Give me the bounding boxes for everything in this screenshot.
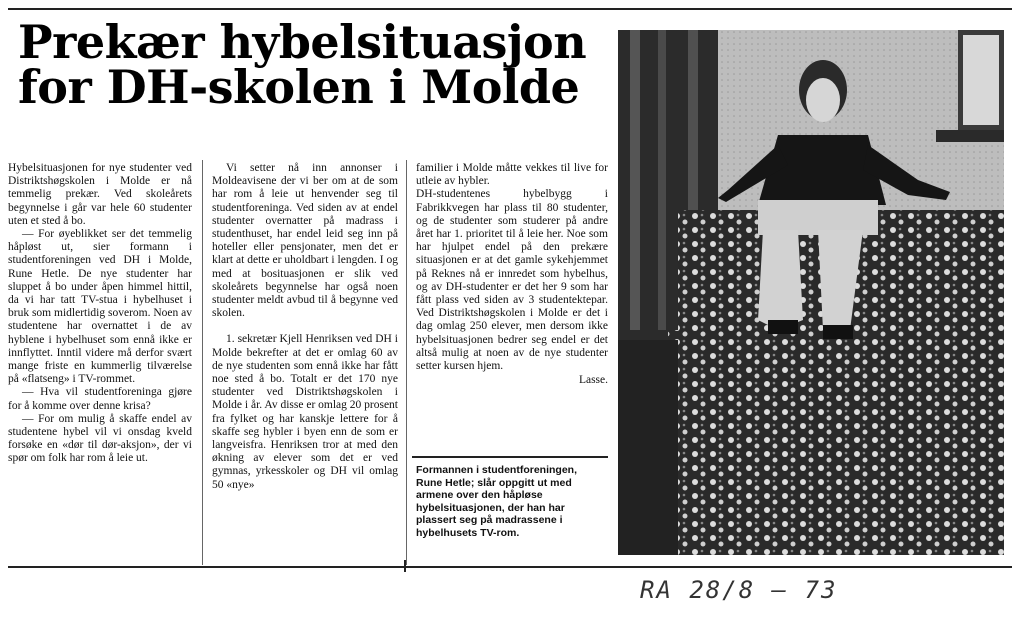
- bottom-rule: [8, 566, 1012, 568]
- paragraph: DH-studentenes hybelbygg i Fabrikkvegen har plass til 80 studenter, og de studenter som studerer på andre året har 1. prioritet til å leie her. Noe som har hjulpet endel på den prekære situasjonen er at det gamle sykehjemmet på Reknes nå er innredet som hybelhus, og av DH-studenter er det her 9 som har fått plass ved siden av 3 studentektepar. Ved Distriktshøgskolen i Molde er det i dag omlag 250 elever, men dersom ikke hybelsituasjonen bedrer seg endel er det altså mulig at noen av de nye studenter setter kursen hjem.: [416, 188, 608, 373]
- paragraph: — For om mulig å skaffe endel av studentene hybel vil vi onsdag kveld forsøke en «dør til dør-aksjon», der vi spør om folk har rom å leie ut.: [8, 412, 192, 465]
- photo-illustration: [618, 30, 1004, 555]
- handwritten-date-note: RA 28/8 – 73: [640, 576, 838, 604]
- top-rule: [8, 8, 1012, 10]
- paragraph: — Hva vil studentforeninga gjøre for å komme over denne krisa?: [8, 386, 192, 412]
- article-column-3: [416, 162, 608, 387]
- article-column-1: [8, 162, 192, 466]
- paragraph: familier i Molde måtte vekkes til live for utleie av hybler.: [416, 162, 608, 188]
- article-column-2: [212, 162, 398, 492]
- headline: [18, 15, 618, 114]
- headline-line-1: Prekær hybelsituasjon: [18, 15, 587, 69]
- paragraph: — For øyeblikket ser det temmelig håpløst ut, sier formann i studentforeningen ved DH i Molde, Rune Hetle. De nye studenter har sluppet å bo under åpen himmel hittil, da vi har tatt TV-stua i hybelhuset i bruk som midlertidig soverom. Noen av studentene har overnattet i de av hyblene i hybelhuset som ennå ikke er innflyttet. Inntil videre må derfor svært mange friste en kummerlig tilværelse på «flatseng» i TV-rommet.: [8, 228, 192, 386]
- photo-caption: Formannen i studentforeningen, Rune Hetle; slår oppgitt ut med armene over den håpløse hybelsituasjonen, der han har plassert seg på madrassene i hybelhusets TV-rom.: [416, 464, 578, 539]
- paragraph: Vi setter nå inn annonser i Moldeavisene der vi ber om at de som har rom å leie ut henvender seg til studentforeninga. Ved siden av at endel studenter overnatter på madrass i studenthuset, har endel leid seg inn på hoteller eller pensjonater, men det er klart at dette er uholdbart i lengden. I og med at bosituasjonen er slik ved skoleårets begynnelse har også noen studenter meldt avbud til å begynne ved skolen.: [212, 162, 398, 320]
- author-signature: Lasse.: [578, 374, 608, 387]
- column-divider: [202, 160, 203, 565]
- column-tick: [404, 560, 406, 572]
- news-photo: [618, 30, 1004, 555]
- paragraph: 1. sekretær Kjell Henriksen ved DH i Molde bekrefter at det er omlag 60 av de nye studenten som ennå ikke har fått noe sted å bo. Totalt er det 170 nye studenter ved Distriktshøgskolen i Molde i år. Av disse er omlag 20 prosent fra fylket og har kanskje lettere for å skaffe seg hybler i byen enn de som er langveisfra. Henriksen tror at med den økning av elever som det er ved gymnas, yrkesskoler og DH vil omlag 50 «nye»: [212, 333, 398, 491]
- headline-line-2: for DH-skolen i Molde: [18, 60, 580, 114]
- caption-rule: [412, 456, 608, 458]
- paragraph: Hybelsituasjonen for nye studenter ved Distriktshøgskolen i Molde er nå temmelig prekær. Ved skoleårets begynnelse i går var hele 60 studenter uten et sted å bo.: [8, 162, 192, 227]
- column-divider: [406, 160, 407, 565]
